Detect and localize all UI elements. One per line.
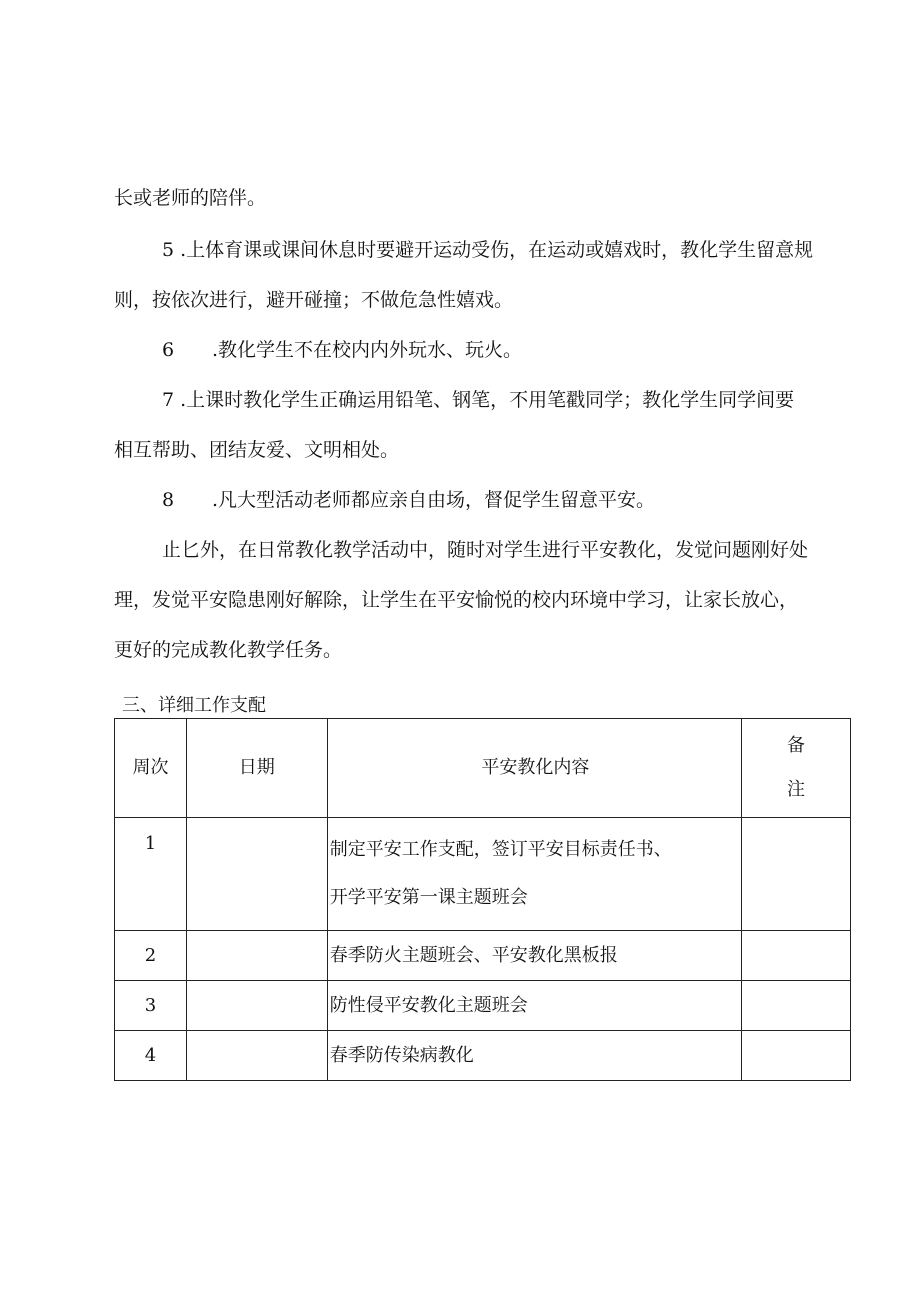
item-7-line-2: 相互帮助、团结友爱、文明相处。 <box>114 439 400 461</box>
paragraph-continuation: 长或老师的陪伴。 <box>114 187 267 209</box>
cell-content: 春季防传染病教化 <box>327 1031 741 1081</box>
header-content: 平安教化内容 <box>327 719 741 818</box>
cell-week: 4 <box>115 1031 187 1081</box>
closing-line-2: 理，发觉平安隐患刚好解除，让学生在平安愉悦的校内环境中学习，让家长放心， <box>114 589 799 611</box>
header-week: 周次 <box>115 719 187 818</box>
cell-date <box>186 981 327 1031</box>
cell-content-line-2: 开学平安第一课主题班会 <box>329 887 528 908</box>
cell-week: 2 <box>115 931 187 981</box>
closing-line-1: 止匕外，在日常教化教学活动中，随时对学生进行平安教化，发觉问题刚好处 <box>162 539 809 561</box>
cell-date <box>186 818 327 931</box>
item-7-line-1: 7 .上课时教化学生正确运用铅笔、钢笔，不用笔戳同学；教化学生同学间要 <box>162 389 795 411</box>
cell-remark <box>742 981 851 1031</box>
header-remark-2: 注 <box>787 779 806 800</box>
table-row <box>115 981 851 1031</box>
item-5-line-2: 则，按依次进行，避开碰撞；不做危急性嬉戏。 <box>114 289 514 311</box>
cell-content: 防性侵平安教化主题班会 <box>327 981 741 1031</box>
cell-date <box>186 1031 327 1081</box>
header-date: 日期 <box>186 719 327 818</box>
item-6 <box>162 338 522 362</box>
cell-remark <box>742 1031 851 1081</box>
section-title: 三、详细工作支配 <box>122 695 266 716</box>
schedule-table <box>114 718 851 1081</box>
table-row <box>115 818 851 931</box>
table-row <box>115 931 851 981</box>
table-row <box>115 1031 851 1081</box>
cell-content <box>327 818 741 931</box>
header-remark <box>742 719 851 818</box>
item-8-number: 8 <box>162 489 175 511</box>
item-8-text: .凡大型活动老师都应亲自由场，督促学生留意平安。 <box>212 489 656 511</box>
closing-line-3: 更好的完成教化教学任务。 <box>114 639 343 661</box>
cell-week: 3 <box>115 981 187 1031</box>
cell-content-line-1: 制定平安工作支配，签订平安目标责任书、 <box>329 839 672 860</box>
cell-content: 春季防火主题班会、平安教化黑板报 <box>327 931 741 981</box>
cell-remark <box>742 818 851 931</box>
cell-remark <box>742 931 851 981</box>
header-remark-1: 备 <box>787 735 806 756</box>
item-6-text: .教化学生不在校内内外玩水、玩火。 <box>212 339 523 361</box>
item-5-line-1: 5 .上体育课或课间休息时要避开运动受伤，在运动或嬉戏时，教化学生留意规 <box>162 239 814 261</box>
item-8 <box>162 488 655 512</box>
item-6-number: 6 <box>162 339 175 361</box>
cell-date <box>186 931 327 981</box>
table-header-row <box>115 719 851 818</box>
cell-week: 1 <box>115 818 187 931</box>
